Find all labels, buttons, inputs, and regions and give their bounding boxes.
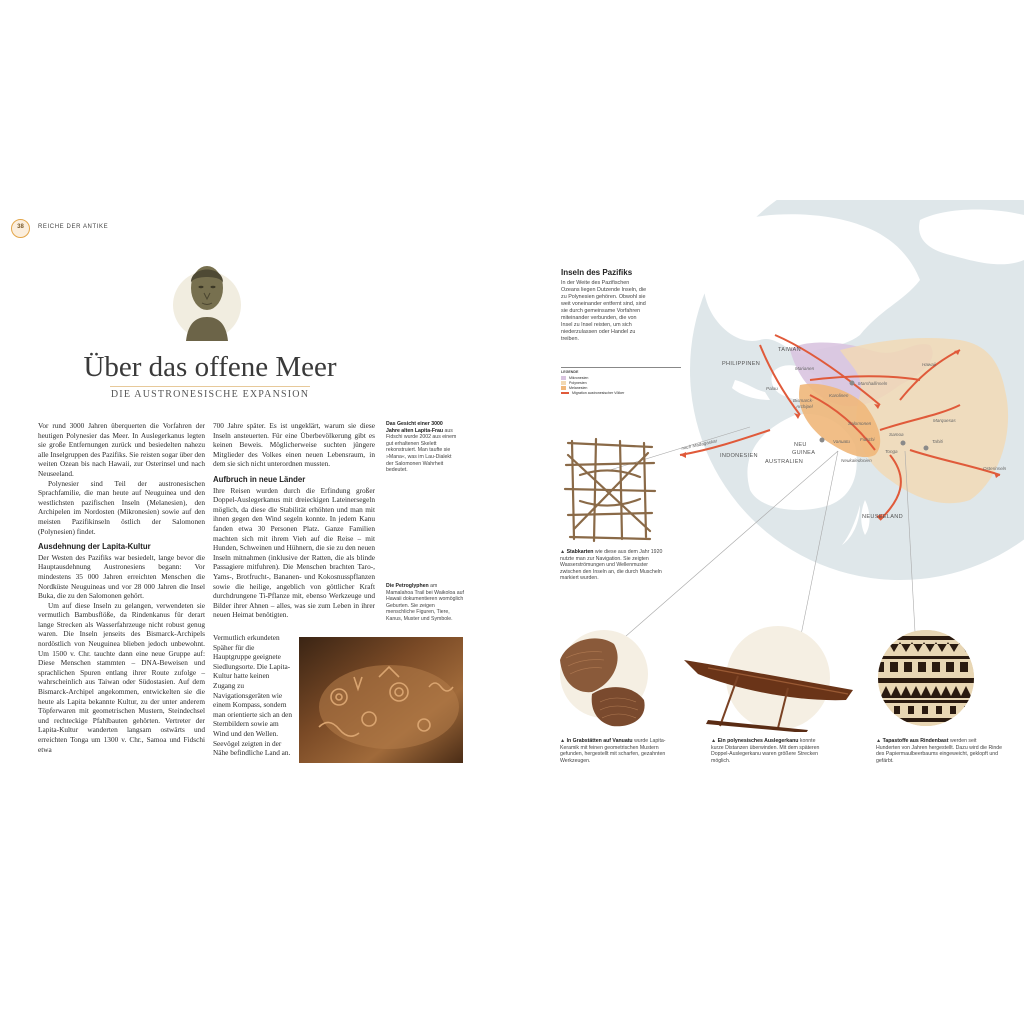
map-label-madagaskar: nach Madagaskar [680,438,718,451]
caption-bold: Tapastoffe aus Rindenbast [882,738,949,744]
caption-marker-icon: ▲ [876,738,882,744]
caption-tapa [876,738,1002,764]
map-label-marquesas: Marquesas [933,418,956,423]
article-title: Über das offene Meer [83,351,337,383]
page-number: 38 [17,224,24,230]
map-label-salomonen: Salomonen [848,421,872,426]
map-label-samoa: Samoa [889,432,904,437]
map-label-philippinen: PHILIPPINEN [722,361,761,367]
caption-text: aus Fidschi wurde 2002 aus einem gut erhaltenen Skelett rekonstruiert. Man taufte sie »Mana«, was im Lau-Dialekt der Salomonen Wahrheit bedeutet. [386,427,457,474]
map-label-marshallinseln: Marshallinseln [858,381,888,386]
caption-pottery [560,738,670,764]
map-label-neuguinea-1: NEU [794,442,807,448]
legend-label: Melanesien [569,386,588,390]
tapa-cloth-image [876,628,976,728]
map-label-fidschi: Fidschi [860,437,875,442]
paragraph: Polynesier sind Teil der austronesischen Sprachfamilie, die man heute auf Neuguinea und den westlichsten pazifischen Inseln (Melanesien), den Archipelen im Nordosten (Mikronesien) sowie auf den meisten Pazifikinseln östlich der Salomonen (Polynesien) findet. [38,478,205,536]
map-label-tonga: Tonga [885,449,898,454]
paragraph: Vor rund 3000 Jahren überquerten die Vorfahren der heutigen Polynesier das Meer. In Auslegerkanus legten sie große Entfernungen zurück und besiedelten nahezu alle Inselgruppen des Pazifiks. Sie reisten sogar über den weiten Ozean bis nach Hawaii, zur Osterinsel und nach Neuseeland. [38,421,205,478]
map-label-australien: AUSTRALIEN [765,459,804,465]
map-label-hawaii: Hawaii [922,362,936,367]
legend-label: Polynesien [569,381,587,385]
map-label-neukaledonien: Neukaledonien [841,458,872,463]
article-subtitle: DIE AUSTRONESISCHE EXPANSION [110,389,310,400]
caption-canoe [711,738,826,764]
map-label-tahiti: Tahiti [932,439,943,444]
caption-bold: Stabkarten [566,549,594,555]
map-label-bismarck-1: Bismarck- [793,398,814,403]
legend-label: Mikronesien [569,376,589,380]
paragraph: Um auf diese Inseln zu gelangen, verwendeten sie vermutlich Bambusflöße, da Rindenkanus für derart lange Strecken als Wasserfahrzeuge nicht robust genug waren. Die Inseln jenseits des Bismarck-Archipels nordöstlich von Neuguinea blieben jedoch unbewohnt. Um 1500 v. Chr. tauchte dann eine neue Gruppe auf: Diese Menschen stammten – DNA-Beweisen und sprachlichen Spuren entlang ihrer Route zufolge – wahrscheinlich aus Taiwan oder Südostasien. Auf dem Bismarck-Archipel angekommen, entwickelten sie die heute als Lapita bekannte Kultur, zu der unter anderem Töpferwaren mit geometrischen Mustern, Steindechsel und rechteckige Pfahlbauten gehörten. Vertreter der Lapita-Kultur wanderten langsam ostwärts und erreichten Tonga um 1300 v. Chr., Samoa und Fidschi etwa [38,600,205,754]
caption-text: wurde Lapita-Keramik mit feinen geometrischen Mustern gefunden, hergestellt mit scharfen, gezahnten Werkzeugen. [560,738,666,764]
map-label-bismarck-2: Archipel [796,404,813,409]
caption-bold: Die Petroglyphen [386,583,429,589]
caption-marker-icon: ▲ [560,549,566,555]
stick-chart-image [560,435,660,545]
caption-stick-chart [560,549,670,582]
caption-marker-icon: ▲ [711,738,717,744]
legend-label: Migration austronesischer Völker [572,391,625,395]
map-intro: In der Weite des Pazifischen Ozeans liegen Dutzende Inseln, die zu Polynesien gehören. Obwohl sie weit voneinander entfernt sind, sind sie durch gemeinsame Vorfahren miteinander verbunden, die von Insel zu Insel reisten, um sich niederzulassen oder Handel zu treiben. [561,280,647,342]
legend-title: LEGENDE [561,370,579,374]
paragraph: Vermutlich erkundeten Späher für die Hauptgruppe geeignete Siedlungsorte. Die Lapita-Kultur hatte keinen Zugang zu Navigationsgeräten wie einem Kompass, sondern man orientierte sich an den Sternbildern sowie am Wind und den Wellen. Seevögel zeigten in der Nähe befindliche Land an. [213,633,293,758]
caption-bold: Das Gesicht einer 3000 Jahre alten Lapita-Frau [386,421,444,434]
map-label-taiwan: TAIWAN [778,347,801,353]
paragraph: Der Westen des Pazifiks war besiedelt, lange bevor die Hauptausdehnung Austronesiens begann: Vor mindestens 35 000 Jahren erreichten Menschen die Nordküste Neuguineas und vor 28 000 Jahren die Insel Buka, die zu den Salomonen gehört. [38,552,205,601]
map-label-karolinen: Karolinen [829,393,849,398]
caption-text: konnte kurze Distanzen überwinden. Mit dem späteren Doppel-Auslegerkanu waren größere Strecken möglich. [711,738,820,764]
pottery-image [552,622,652,730]
subheading: Aufbruch in neue Länder [213,474,306,484]
map-label-vanuatu: Vanuatu [833,439,850,444]
map-label-osterinseln: Osterinseln [983,466,1007,471]
caption-bold: Ein polynesisches Auslegerkanu [717,738,799,744]
caption-text: am Mamalahoa Trail bei Waikoloa auf Hawaii dokumentieren womöglich Geburten. Sie zeigen menschliche Figuren, Tiere, Kanus, Muster und Symbole. [386,583,464,622]
caption-marker-icon: ▲ [560,738,566,744]
map-label-neuseeland: NEUSEELAND [862,514,903,520]
map-label-indonesien: INDONESIEN [720,453,758,459]
map-title: Inseln des Pazifiks [561,268,633,277]
caption-text: wie diese aus dem Jahr 1920 nutzte man zur Navigation. Sie zeigten Wasserströmungen und Wellenmuster zwischen den Inseln an, die durch Muscheln markiert wurden. [560,549,663,582]
canoe-image [678,620,862,732]
caption-text: werden seit Hunderten von Jahren hergestellt. Dazu wird die Rinde des Papiermaulbeerbaums eingeweicht, geklopft und gefärbt. [876,738,1003,764]
running-title: REICHE DER ANTIKE [38,224,109,230]
subheading: Ausdehnung der Lapita-Kultur [38,542,151,552]
map-label-palau: Palau [766,386,778,391]
paragraph: 700 Jahre später. Es ist ungeklärt, warum sie diese Inseln ansteuerten. Für eine Überbevölkerung gibt es keinen Beweis. Möglicherweise suchten jüngere Mitglieder des Volkes einen neuen Lebensraum, in dem sie sich nicht unterordnen mussten. [213,421,375,469]
map-label-marianen: Marianen [795,366,815,371]
caption-bold: In Grabstätten auf Vanuatu [566,738,633,744]
paragraph: Ihre Reisen wurden durch die Erfindung großer Doppel-Auslegerkanus mit dreieckigen Lateinersegeln möglich, da diese die Stabilität erhöhten und man mit ihnen gegen den Wind segeln konnte. In jedem Kanu fanden etwa 30 Personen Platz. Ganze Familien machten sich mit ihrem Vieh auf die Reise – mit Hunden, Schweinen und Hühnern, die sie zu den neuen Inseln mitnahmen (inklusive der Ratten, die als blinde Passagiere mitfuhren). Die Menschen brachten Taro-, Yams-, Brotfrucht-, Bananen- und Kokosnusspflanzen sowie die heilige, angeblich von göttlicher Kraft durchdrungene Ti-Pflanze mit, ebenso Werkzeuge und Bilder ihrer Ahnen – alles, was sie zum Leben in ihrer neuen Heimat benötigten. [213,485,375,620]
map-label-neuguinea-2: GUINEA [792,450,816,456]
